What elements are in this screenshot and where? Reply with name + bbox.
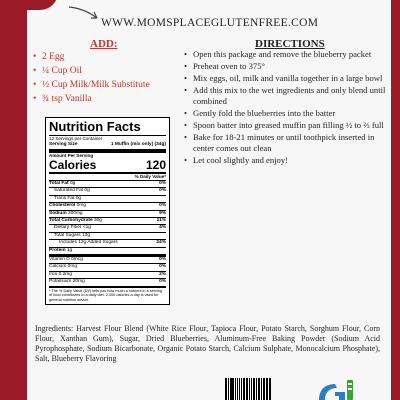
nutrient-row	[49, 225, 166, 232]
nutrient-label: Cholesterol 0mg	[49, 203, 87, 209]
direction-step: • Bake for 18-21 minutes or until toothpick inserted in center comes out clean	[184, 132, 389, 153]
calories-row	[49, 159, 166, 174]
nutrient-dv: 0%	[159, 188, 166, 194]
barcode-bar	[241, 378, 242, 400]
nutrient-label: Dietary Fiber <1g	[54, 225, 91, 231]
directions-list	[184, 49, 389, 167]
add-item: • ½ Cup Milk/Milk Substitute	[33, 78, 150, 92]
nutrient-row	[49, 279, 166, 286]
nutrient-label: Calcium 0mg	[49, 264, 78, 270]
barcode-bar	[249, 378, 250, 400]
add-item: • ¾ tsp Vanilla	[33, 92, 150, 106]
nutrient-label: Includes 12g Added Sugars	[59, 240, 118, 246]
barcode-bar	[266, 378, 267, 400]
direction-step: • Let cool slightly and enjoy!	[184, 155, 389, 166]
nutrient-label: Total Sugars 13g	[54, 232, 91, 238]
barcode-bar	[228, 378, 229, 400]
add-item: • 2 Egg	[33, 50, 150, 64]
directions-heading: DIRECTIONS	[255, 38, 325, 50]
nutrient-label: Saturated Fat 0g	[54, 188, 90, 194]
direction-step: • Preheat oven to 375°	[184, 61, 389, 72]
servings-per-container: 12 Servings per Container	[49, 136, 103, 141]
daily-value-header: % Daily Value*	[49, 174, 166, 181]
nutrient-row	[49, 203, 166, 210]
nutrient-dv: 0%	[159, 203, 166, 209]
label-panel	[27, 0, 391, 400]
barcode-bar	[237, 378, 239, 400]
nutrient-label: Total Carbohydrate 30g	[49, 218, 102, 224]
nutrient-row	[49, 264, 166, 271]
barcode-bar	[269, 378, 271, 400]
nutrient-dv: 0%	[159, 181, 166, 186]
barcode-bar	[253, 378, 255, 400]
gf-certified-logo-icon	[315, 380, 355, 400]
direction-step: • Spoon batter into greased muffin pan filling ½ to ⅔ full	[184, 120, 389, 131]
nutrient-dv: 4%	[159, 225, 166, 231]
direction-step: • Mix eggs, oil, milk and vanilla together in a large bowl	[184, 73, 389, 84]
nutrient-dv: 11%	[156, 218, 166, 224]
add-item: • ¼ Cup Oil	[33, 64, 150, 78]
barcode-bar	[239, 378, 240, 400]
barcode-bar	[263, 378, 265, 400]
barcode-bar	[243, 378, 245, 400]
serving-size-value: 1 Muffin (mix only) (34g)	[110, 142, 166, 147]
nutrient-dv: 0%	[159, 264, 166, 270]
add-list	[33, 50, 150, 106]
calories-value: 120	[145, 158, 166, 172]
nutrient-row	[49, 248, 166, 257]
barcode-bar	[230, 378, 231, 400]
serving-size-label: Serving Size	[49, 142, 78, 147]
nutrient-rows	[49, 181, 166, 287]
nutrient-label: Trans Fat 0g	[54, 195, 82, 201]
nutrient-label: Vitamin D 0mcg	[49, 257, 83, 263]
barcode-bar	[256, 378, 257, 400]
nutrient-row	[49, 240, 166, 247]
nutrition-footnote: * The % Daily Value (DV) tells you how much a nutrient in a serving of food contributes to a daily diet. 2,000 calories a day is used for general nutrition advice.	[49, 287, 166, 303]
barcode-bar	[225, 378, 227, 400]
amount-per-serving: Amount Per Serving	[49, 153, 94, 158]
nutrient-row	[49, 188, 166, 195]
nutrition-facts-panel	[45, 117, 170, 305]
nutrient-label: Protein 1g	[49, 247, 73, 253]
ingredients-text: Ingredients: Harvest Flour Blend (White Rice Flour, Tapioca Flour, Potato Starch, Sorghum Flour, Corn Flour, Xanthan Gum), Sugar, Dried Blueberries, Aluminum-Free Baking Powder (Sodium Acid Pyrophosphate, Sodium Bicarbonate, Organic Potato Starch, Calcium Sulphate, Monocalcium Phosphate), Salt, Blueberry Flavoring	[35, 324, 380, 363]
website-bar	[27, 0, 391, 34]
barcode-bar	[251, 378, 252, 400]
nutrient-row	[49, 211, 166, 218]
nutrient-dv: 2%	[159, 271, 166, 277]
direction-step: • Add this mix to the wet ingredients and only blend until combined	[184, 85, 389, 106]
website-url[interactable]: WWW.MOMSPLACEGLUTENFREE.COM	[101, 17, 319, 29]
barcode-bar	[267, 378, 268, 400]
add-heading: ADD:	[90, 38, 118, 50]
direction-step: • Open this package and remove the blueberry packet	[184, 49, 389, 60]
nutrient-label: Sodium 200mg	[49, 210, 83, 216]
barcode-bar	[258, 378, 261, 400]
nutrient-label: Potassium 20mg	[49, 279, 85, 285]
calories-label: Calories	[49, 158, 97, 172]
nutrient-dv: 9%	[159, 210, 166, 216]
nutrient-dv: 0%	[159, 279, 166, 285]
barcode-icon	[225, 378, 271, 400]
brand-corner-shape	[27, 0, 58, 10]
serving-size	[49, 142, 166, 153]
nutrition-title: Nutrition Facts	[49, 120, 166, 136]
nutrient-label: Iron 0.2mg	[49, 271, 72, 277]
barcode-bar	[261, 378, 262, 400]
barcode-bar	[246, 378, 249, 400]
nutrient-dv: 24%	[156, 240, 166, 246]
barcode-bar	[231, 378, 234, 400]
nutrient-dv: 0%	[159, 257, 166, 263]
nutrient-label: Total Fat 0g	[49, 181, 76, 186]
barcode-bar	[235, 378, 236, 400]
direction-step: • Gently fold the blueberries into the batter	[184, 108, 389, 119]
